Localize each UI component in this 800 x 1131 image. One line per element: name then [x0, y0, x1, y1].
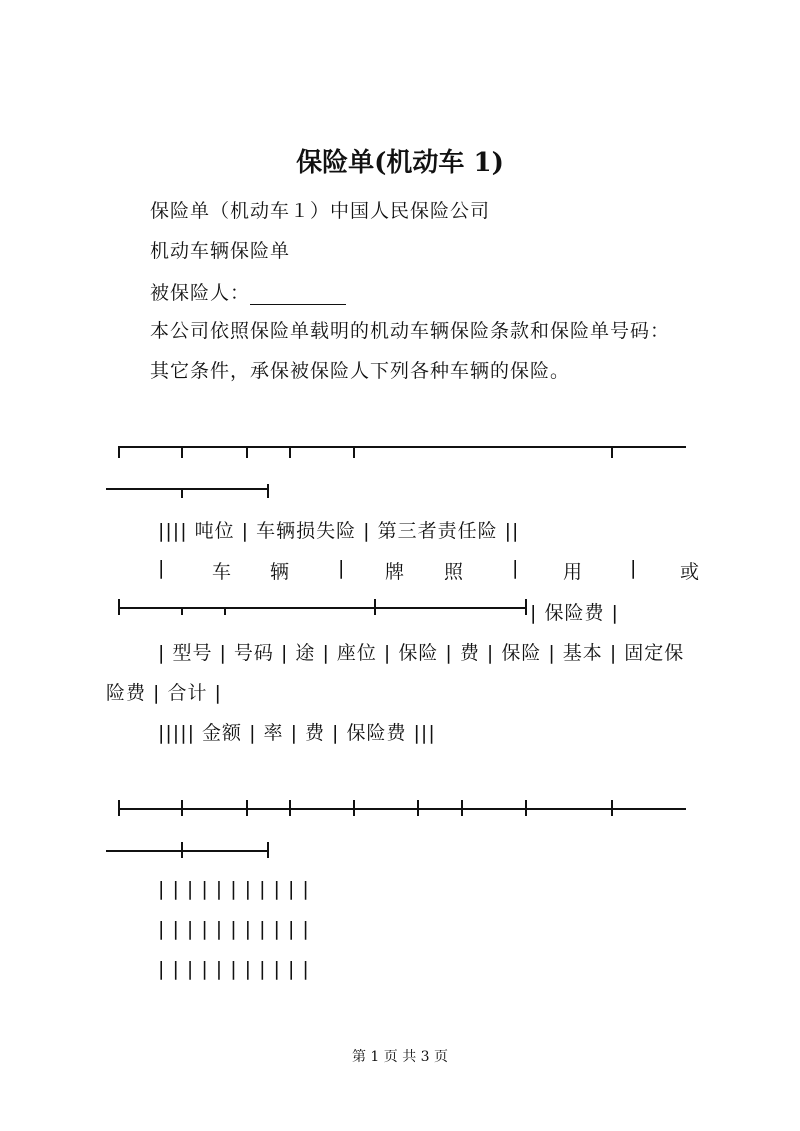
- terms-line-2: 其它条件，承保被保险人下列各种车辆的保险。: [150, 360, 571, 382]
- page-footer: 第 1 页 共 3 页: [351, 1049, 449, 1065]
- row2-cell: |: [512, 557, 519, 579]
- row2-cell: |: [338, 557, 345, 579]
- row2-cell: 辆: [270, 561, 290, 583]
- table-row-7: | | | | | | | | | | |: [158, 878, 310, 900]
- terms-line-1: 本公司依照保险单载明的机动车辆保险条款和保险单号码：: [150, 320, 671, 342]
- table-row-6: ||||| 金额 | 率 | 费 | 保险费 |||: [158, 722, 436, 744]
- table-row-3: | 保险费 |: [530, 602, 619, 624]
- table-row-9: | | | | | | | | | | |: [158, 958, 310, 980]
- table-row-4: | 型号 | 号码 | 途 | 座位 | 保险 | 费 | 保险 | 基本 | 固定保: [158, 642, 685, 664]
- insured-label: 被保险人：: [150, 282, 251, 304]
- insured-line: [150, 278, 346, 305]
- row2-cell: |: [158, 557, 165, 579]
- table-row-1: |||| 吨位 | 车辆损失险 | 第三者责任险 ||: [158, 520, 520, 542]
- table-row-5: 险费 | 合计 |: [106, 682, 222, 704]
- row2-cell: 车: [212, 561, 232, 583]
- policy-header-line: 保险单（机动车１）中国人民保险公司: [150, 200, 491, 222]
- row2-cell: |: [630, 557, 637, 579]
- insured-blank: [250, 286, 346, 305]
- row2-cell: 或: [680, 561, 700, 583]
- row2-cell: 用: [563, 561, 583, 583]
- policy-subtitle-line: 机动车辆保险单: [150, 240, 291, 262]
- document-title: 保险单(机动车 1): [296, 148, 504, 178]
- row2-cell: 牌: [385, 561, 405, 583]
- table-row-8: | | | | | | | | | | |: [158, 918, 310, 940]
- row2-cell: 照: [444, 561, 464, 583]
